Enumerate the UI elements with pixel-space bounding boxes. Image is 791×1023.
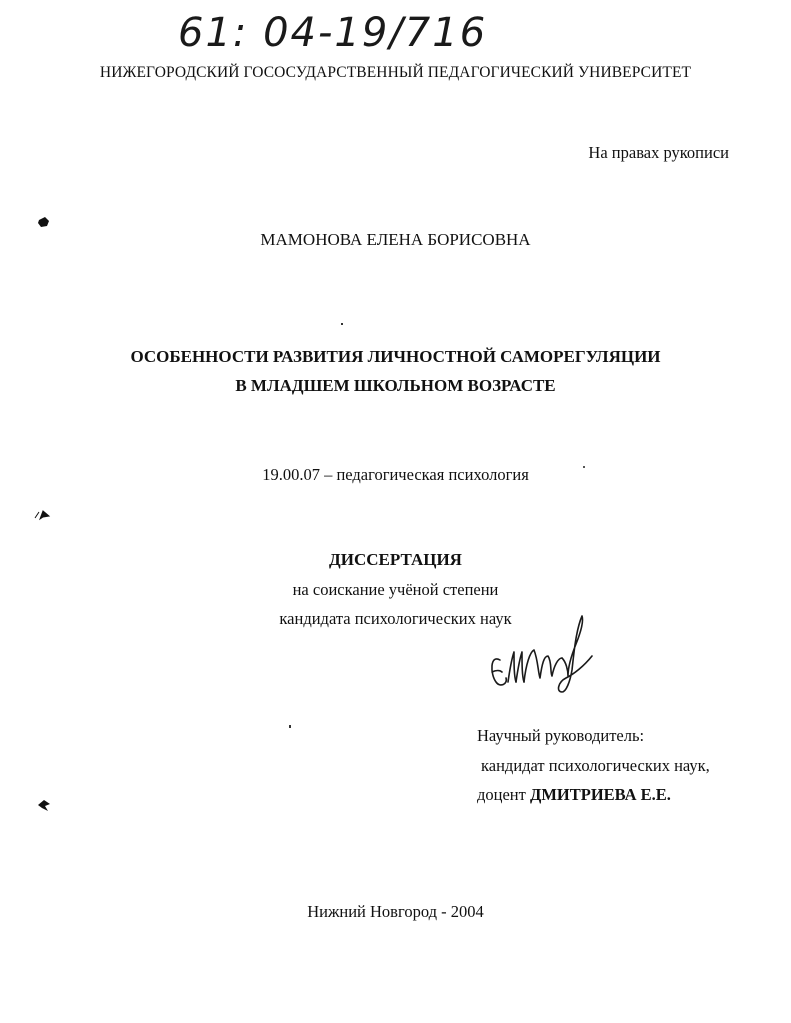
thesis-title-line-1: ОСОБЕННОСТИ РАЗВИТИЯ ЛИЧНОСТНОЙ САМОРЕГУЛЯЦИИ <box>130 347 661 366</box>
supervisor-label: Научный руководитель: <box>477 726 645 745</box>
specialty-code: 19.00.07 – педагогическая психология <box>262 465 529 484</box>
degree-line-2: кандидата психологических наук <box>279 609 512 628</box>
city-year: Нижний Новгород - 2004 <box>307 902 484 921</box>
supervisor-line <box>477 785 671 805</box>
scan-dust <box>583 466 585 468</box>
author-signature <box>486 612 596 696</box>
supervisor-degree: кандидат психологических наук, <box>481 756 710 775</box>
rights-notice: На правах рукописи <box>588 143 729 162</box>
author-name: МАМОНОВА ЕЛЕНА БОРИСОВНА <box>260 230 531 249</box>
degree-line-1: на соискание учёной степени <box>292 580 499 599</box>
supervisor-position: доцент <box>477 785 526 804</box>
university-name: НИЖЕГОРОДСКИЙ ГОСОСУДАРСТВЕННЫЙ ПЕДАГОГИЧЕСКИЙ УНИВЕРСИТЕТ <box>99 64 692 81</box>
scan-artifact-mark <box>36 797 52 813</box>
archive-stamp: 61: 04-19/716 <box>178 10 488 56</box>
scan-artifact-mark <box>36 214 52 230</box>
scan-dust <box>289 725 291 728</box>
scan-dust <box>341 323 343 325</box>
scan-artifact-mark <box>33 508 53 522</box>
supervisor-name: ДМИТРИЕВА Е.Е. <box>529 785 671 804</box>
thesis-title-line-2: В МЛАДШЕМ ШКОЛЬНОМ ВОЗРАСТЕ <box>235 376 556 395</box>
document-type: ДИССЕРТАЦИЯ <box>329 550 462 569</box>
